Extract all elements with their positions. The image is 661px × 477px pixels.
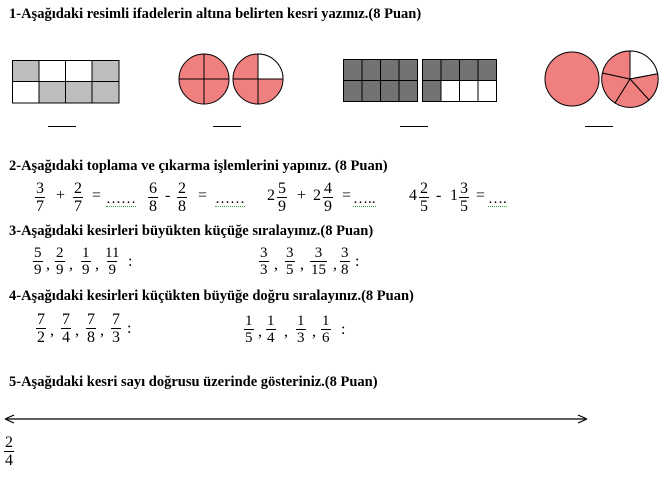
fraction: $\frac{2}{9}$ bbox=[56, 245, 64, 278]
question-2-title: 2-Aşağıdaki toplama ve çıkarma işlemlerini yapınız. (8 Puan) bbox=[9, 158, 388, 174]
separator: , bbox=[69, 256, 73, 273]
operator: - bbox=[165, 187, 171, 204]
whole-number: 2 bbox=[313, 187, 321, 204]
answer-line-1[interactable] bbox=[48, 126, 76, 127]
whole-number: 1 bbox=[450, 187, 458, 204]
equals-sign: = bbox=[476, 187, 486, 204]
separator: , bbox=[100, 322, 104, 339]
question-4-title: 4-Aşağıdaki kesirleri küçükten büyüğe doğru sıralayınız.(8 Puan) bbox=[9, 288, 414, 304]
question-5-title: 5-Aşağıdaki kesri sayı doğrusu üzerinde gösteriniz.(8 Puan) bbox=[9, 374, 378, 390]
fraction: $\frac{7}{4}$ bbox=[62, 311, 70, 346]
fraction: $\frac{3}{5}$ bbox=[460, 180, 468, 215]
fraction: $\frac{6}{8}$ bbox=[149, 180, 157, 215]
fraction: $\frac{7}{8}$ bbox=[87, 311, 95, 346]
whole-number: 2 bbox=[267, 187, 275, 204]
separator: , bbox=[284, 323, 288, 340]
colon: : bbox=[341, 321, 346, 338]
operator: + bbox=[56, 187, 66, 204]
fraction-figure-circles-quarters bbox=[178, 52, 286, 106]
answer-line-2[interactable] bbox=[213, 126, 241, 127]
answer-blank[interactable]: …… bbox=[106, 191, 136, 207]
fraction-to-place: $\frac{2}{4}$ bbox=[5, 434, 13, 469]
colon: : bbox=[355, 253, 360, 270]
separator: , bbox=[75, 322, 79, 339]
fraction: $\frac{5}{9}$ bbox=[34, 245, 42, 278]
fraction: $\frac{5}{9}$ bbox=[278, 180, 286, 215]
answer-blank[interactable]: …. bbox=[488, 191, 507, 207]
fraction: $\frac{2}{5}$ bbox=[420, 180, 428, 215]
separator: , bbox=[50, 322, 54, 339]
fraction-figure-circles-fifths bbox=[544, 49, 660, 109]
separator: , bbox=[258, 323, 262, 340]
separator: , bbox=[95, 256, 99, 273]
fraction: $\frac{11}{9}$ bbox=[105, 245, 120, 278]
fraction: $\frac{7}{3}$ bbox=[112, 311, 120, 346]
separator: , bbox=[300, 256, 304, 273]
operator: + bbox=[297, 187, 307, 204]
separator: , bbox=[312, 323, 316, 340]
answer-blank[interactable]: ….. bbox=[353, 191, 376, 207]
equals-sign: = bbox=[92, 187, 102, 204]
equals-sign: = bbox=[342, 187, 352, 204]
equals-sign: = bbox=[198, 187, 208, 204]
whole-number: 4 bbox=[409, 187, 417, 204]
fraction: $\frac{4}{9}$ bbox=[324, 180, 332, 215]
separator: , bbox=[46, 256, 50, 273]
fraction: $\frac{1}{3}$ bbox=[297, 313, 305, 346]
fraction: $\frac{1}{5}$ bbox=[245, 313, 253, 346]
fraction: $\frac{3}{15}$ bbox=[311, 245, 326, 278]
answer-line-3[interactable] bbox=[400, 126, 428, 127]
question-1-title: 1-Aşağıdaki resimli ifadelerin altına belirten kesri yazınız.(8 Puan) bbox=[9, 6, 422, 22]
fraction: $\frac{3}{3}$ bbox=[260, 245, 268, 278]
colon: : bbox=[127, 320, 132, 337]
fraction: $\frac{1}{4}$ bbox=[267, 313, 275, 346]
fraction: $\frac{7}{2}$ bbox=[37, 311, 45, 346]
fraction: $\frac{3}{8}$ bbox=[341, 245, 349, 278]
operator: - bbox=[436, 187, 442, 204]
fraction: $\frac{1}{9}$ bbox=[82, 245, 90, 278]
fraction: $\frac{1}{6}$ bbox=[322, 313, 330, 346]
fraction-figure-rect-pair bbox=[343, 59, 497, 103]
colon: : bbox=[128, 253, 133, 270]
separator: , bbox=[274, 256, 278, 273]
answer-line-4[interactable] bbox=[585, 126, 613, 127]
separator: , bbox=[333, 256, 337, 273]
question-3-title: 3-Aşağıdaki kesirleri büyükten küçüğe sıralayınız.(8 Puan) bbox=[9, 223, 374, 239]
fraction: $\frac{3}{7}$ bbox=[36, 180, 44, 215]
fraction: $\frac{2}{8}$ bbox=[178, 180, 186, 215]
fraction: $\frac{2}{7}$ bbox=[74, 180, 82, 215]
fraction: $\frac{3}{5}$ bbox=[286, 245, 294, 278]
answer-blank[interactable]: …… bbox=[215, 191, 245, 207]
number-line[interactable] bbox=[4, 412, 588, 426]
fraction-figure-rect-1 bbox=[12, 60, 120, 104]
